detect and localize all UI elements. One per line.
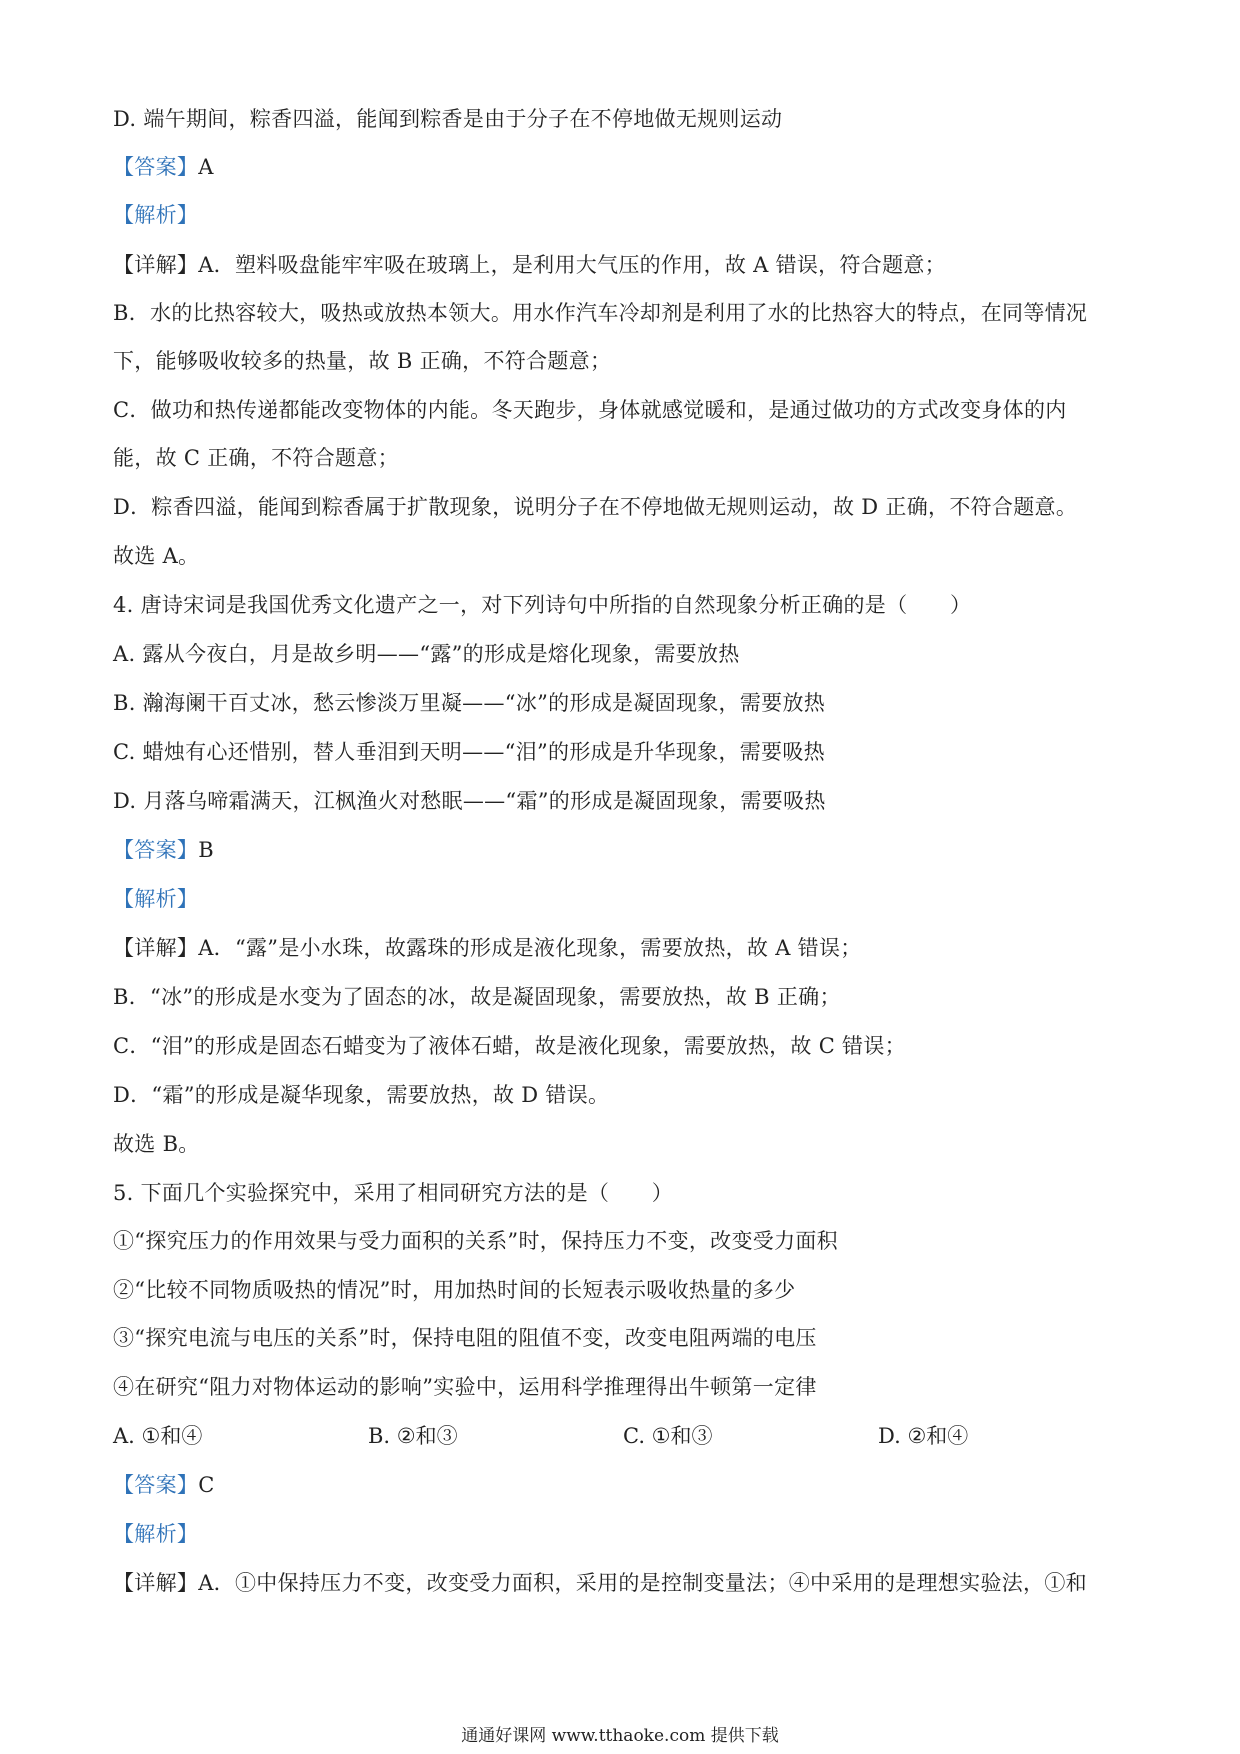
q5-detail-a: 【详解】A．①中保持压力不变，改变受力面积，采用的是控制变量法；④中采用的是理想实验法，①和 bbox=[113, 1571, 1087, 1595]
q3-answer-line bbox=[113, 152, 214, 182]
q5-option-c: C. ①和③ bbox=[623, 1424, 713, 1448]
q3-detail-b-1: B．水的比热容较大，吸热或放热本领大。用水作汽车冷却剂是利用了水的比热容大的特点，在同等情况 bbox=[113, 301, 1088, 325]
q4-answer-value: B bbox=[198, 838, 214, 862]
q4-option-d: D. 月落乌啼霜满天，江枫渔火对愁眠——“霜”的形成是凝固现象，需要吸热 bbox=[113, 789, 826, 813]
q3-detail-c-1: C．做功和热传递都能改变物体的内能。冬天跑步，身体就感觉暖和，是通过做功的方式改变身体的内 bbox=[113, 398, 1067, 422]
q4-detail-c: C．“泪”的形成是固态石蜡变为了液体石蜡，故是液化现象，需要放热，故 C 错误； bbox=[113, 1034, 906, 1058]
q4-question: 4. 唐诗宋词是我国优秀文化遗产之一，对下列诗句中所指的自然现象分析正确的是（ ） bbox=[113, 593, 972, 617]
q5-item-2: ②“比较不同物质吸热的情况”时，用加热时间的长短表示吸收热量的多少 bbox=[113, 1278, 796, 1302]
q3-option-d: D. 端午期间，粽香四溢，能闻到粽香是由于分子在不停地做无规则运动 bbox=[113, 107, 783, 131]
q3-analysis-tag: 【解析】 bbox=[113, 203, 199, 227]
q3-detail-a: 【详解】A．塑料吸盘能牢牢吸在玻璃上，是利用大气压的作用，故 A 错误，符合题意； bbox=[113, 253, 946, 277]
q5-item-3: ③“探究电流与电压的关系”时，保持电阻的阻值不变，改变电阻两端的电压 bbox=[113, 1326, 817, 1350]
q5-option-b: B. ②和③ bbox=[368, 1424, 458, 1448]
q4-detail-a: 【详解】A．“露”是小水珠，故露珠的形成是液化现象，需要放热，故 A 错误； bbox=[113, 936, 862, 960]
answer-tag: 【答案】 bbox=[113, 155, 199, 179]
q5-answer-value: C bbox=[198, 1473, 215, 1497]
q4-answer-line bbox=[113, 835, 214, 865]
q5-option-a: A. ①和④ bbox=[113, 1424, 203, 1448]
q3-detail-b-2: 下，能够吸收较多的热量，故 B 正确，不符合题意； bbox=[113, 349, 612, 373]
q3-answer-value: A bbox=[198, 155, 214, 179]
q4-analysis-tag: 【解析】 bbox=[113, 887, 199, 911]
q4-option-c: C. 蜡烛有心还惜别，替人垂泪到天明——“泪”的形成是升华现象，需要吸热 bbox=[113, 740, 825, 764]
q3-detail-d: D．粽香四溢，能闻到粽香属于扩散现象，说明分子在不停地做无规则运动，故 D 正确，不符合题意。 bbox=[113, 495, 1078, 519]
q4-detail-d: D．“霜”的形成是凝华现象，需要放热，故 D 错误。 bbox=[113, 1083, 610, 1107]
q5-answer-line bbox=[113, 1470, 215, 1500]
q5-option-d: D. ②和④ bbox=[878, 1424, 969, 1448]
q5-options bbox=[113, 1421, 1013, 1451]
page-footer: 通通好课网 www.tthaoke.com 提供下载 bbox=[461, 1726, 779, 1746]
q4-detail-b: B．“冰”的形成是水变为了固态的冰，故是凝固现象，需要放热，故 B 正确； bbox=[113, 985, 841, 1009]
answer-tag: 【答案】 bbox=[113, 1473, 199, 1497]
q5-item-1: ①“探究压力的作用效果与受力面积的关系”时，保持压力不变，改变受力面积 bbox=[113, 1229, 838, 1253]
q4-conclusion: 故选 B。 bbox=[113, 1132, 200, 1156]
q4-option-b: B. 瀚海阑干百丈冰，愁云惨淡万里凝——“冰”的形成是凝固现象，需要放热 bbox=[113, 691, 826, 715]
answer-tag: 【答案】 bbox=[113, 838, 199, 862]
q5-item-4: ④在研究“阻力对物体运动的影响”实验中，运用科学推理得出牛顿第一定律 bbox=[113, 1375, 817, 1399]
q5-question: 5. 下面几个实验探究中，采用了相同研究方法的是（ ） bbox=[113, 1181, 674, 1205]
q5-analysis-tag: 【解析】 bbox=[113, 1522, 199, 1546]
q4-option-a: A. 露从今夜白，月是故乡明——“露”的形成是熔化现象，需要放热 bbox=[113, 642, 740, 666]
q3-conclusion: 故选 A。 bbox=[113, 544, 200, 568]
q3-detail-c-2: 能，故 C 正确，不符合题意； bbox=[113, 446, 399, 470]
